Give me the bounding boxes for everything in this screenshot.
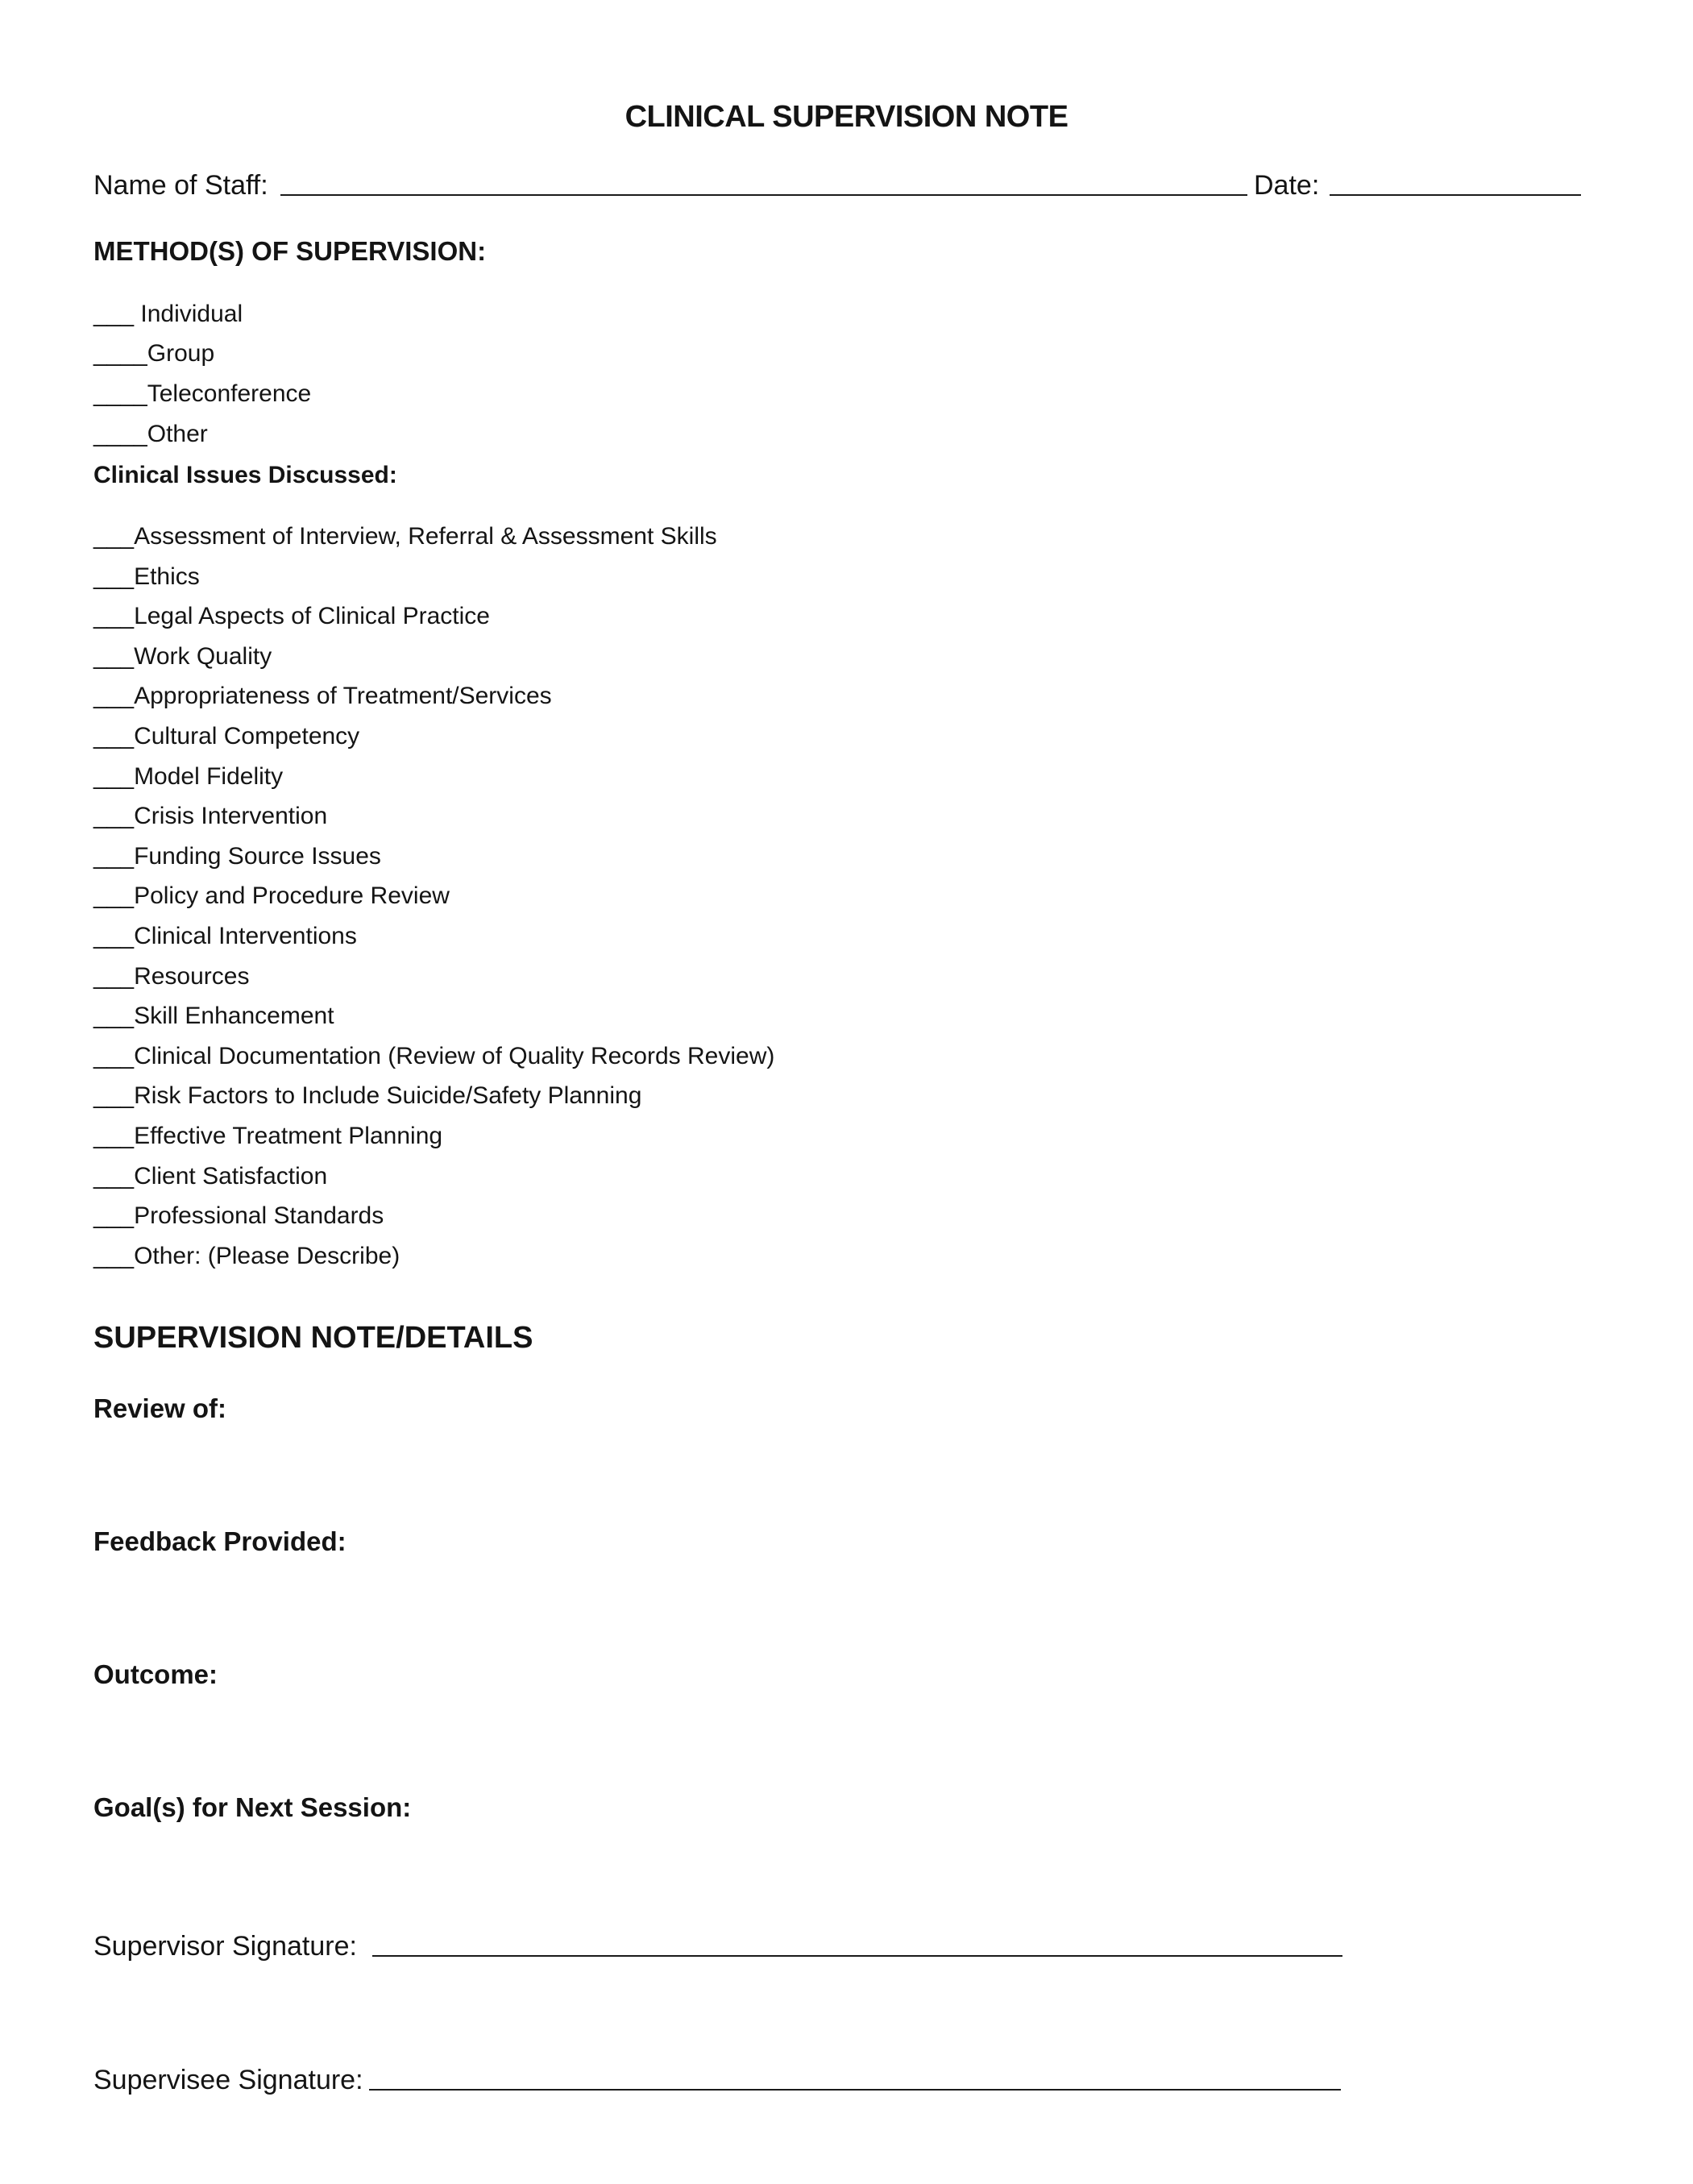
issue-item[interactable]	[93, 962, 249, 991]
issue-item[interactable]	[93, 1042, 774, 1071]
supervisor-signature-label: Supervisor Signature:	[93, 1931, 357, 1962]
issue-item[interactable]	[93, 1002, 334, 1031]
issue-label: Work Quality	[134, 643, 272, 670]
checkbox-blank[interactable]: ___	[93, 803, 135, 829]
issue-label: Risk Factors to Include Suicide/Safety Planning	[134, 1082, 642, 1109]
issue-item[interactable]	[93, 1122, 442, 1151]
issue-label: Other: (Please Describe)	[134, 1243, 400, 1269]
method-item-other[interactable]	[93, 420, 208, 449]
checkbox-blank[interactable]: ___	[93, 763, 135, 790]
checkbox-blank[interactable]: ___	[93, 723, 135, 749]
methods-heading: METHOD(S) OF SUPERVISION:	[93, 236, 487, 266]
checkbox-blank[interactable]: ___	[93, 1123, 135, 1149]
issue-item[interactable]	[93, 1082, 641, 1111]
issue-item[interactable]	[93, 642, 272, 671]
checkbox-blank[interactable]: ____	[93, 421, 147, 447]
checkbox-blank[interactable]: ___	[93, 523, 135, 550]
supervisor-signature-field[interactable]	[372, 1955, 1342, 1957]
supervisee-signature-field[interactable]	[369, 2089, 1341, 2091]
date-field[interactable]	[1330, 194, 1581, 196]
checkbox-blank[interactable]: ___	[93, 301, 141, 327]
method-label: Teleconference	[147, 380, 312, 407]
issue-item[interactable]	[93, 1202, 384, 1231]
checkbox-blank[interactable]: ___	[93, 643, 135, 670]
checkbox-blank[interactable]: ___	[93, 1243, 135, 1269]
method-item-group[interactable]	[93, 339, 214, 368]
review-of-label: Review of:	[93, 1393, 227, 1423]
checkbox-blank[interactable]: ____	[93, 380, 147, 407]
issue-label: Client Satisfaction	[134, 1163, 328, 1190]
method-label: Other	[147, 421, 208, 447]
method-label: Individual	[140, 301, 243, 327]
issue-label: Crisis Intervention	[134, 803, 328, 829]
issue-label: Clinical Documentation (Review of Quality Records Review)	[134, 1043, 775, 1069]
page-title: CLINICAL SUPERVISION NOTE	[625, 100, 1068, 134]
date-label: Date:	[1254, 170, 1320, 201]
goals-label: Goal(s) for Next Session:	[93, 1792, 412, 1822]
staff-name-label: Name of Staff:	[93, 170, 268, 201]
issue-item[interactable]	[93, 762, 283, 791]
issue-label: Cultural Competency	[134, 723, 360, 749]
issue-item[interactable]	[93, 842, 381, 871]
checkbox-blank[interactable]: ___	[93, 1202, 135, 1229]
checkbox-blank[interactable]: ___	[93, 923, 135, 949]
checkbox-blank[interactable]: ___	[93, 683, 135, 709]
feedback-label: Feedback Provided:	[93, 1526, 346, 1556]
issue-label: Ethics	[134, 563, 200, 590]
issues-heading: Clinical Issues Discussed:	[93, 462, 397, 488]
issue-label: Legal Aspects of Clinical Practice	[134, 603, 490, 629]
issue-label: Funding Source Issues	[134, 843, 381, 870]
issue-item[interactable]	[93, 682, 552, 711]
staff-name-field[interactable]	[280, 194, 1247, 196]
issue-item[interactable]	[93, 602, 490, 631]
checkbox-blank[interactable]: ___	[93, 843, 135, 870]
issue-item[interactable]	[93, 1162, 327, 1191]
issue-label: Model Fidelity	[134, 763, 284, 790]
issue-item[interactable]	[93, 1242, 400, 1271]
issue-item[interactable]	[93, 522, 717, 551]
issue-item[interactable]	[93, 802, 327, 831]
issue-label: Appropriateness of Treatment/Services	[134, 683, 552, 709]
issue-label: Clinical Interventions	[134, 923, 357, 949]
checkbox-blank[interactable]: ___	[93, 1163, 135, 1190]
details-heading: SUPERVISION NOTE/DETAILS	[93, 1321, 533, 1355]
issue-item[interactable]	[93, 722, 359, 751]
issue-label: Assessment of Interview, Referral & Assessment Skills	[134, 523, 717, 550]
supervisee-signature-label: Supervisee Signature:	[93, 2065, 363, 2095]
issue-label: Policy and Procedure Review	[134, 882, 450, 909]
checkbox-blank[interactable]: ___	[93, 1082, 135, 1109]
checkbox-blank[interactable]: ___	[93, 563, 135, 590]
checkbox-blank[interactable]: ____	[93, 340, 147, 367]
checkbox-blank[interactable]: ___	[93, 882, 135, 909]
issue-label: Skill Enhancement	[134, 1003, 334, 1029]
checkbox-blank[interactable]: ___	[93, 603, 135, 629]
checkbox-blank[interactable]: ___	[93, 1003, 135, 1029]
method-item-teleconference[interactable]	[93, 380, 311, 409]
issue-item[interactable]	[93, 563, 200, 592]
issue-item[interactable]	[93, 922, 357, 951]
issue-item[interactable]	[93, 882, 450, 911]
issue-label: Effective Treatment Planning	[134, 1123, 443, 1149]
issue-label: Resources	[134, 963, 250, 990]
outcome-label: Outcome:	[93, 1659, 218, 1689]
issue-label: Professional Standards	[134, 1202, 384, 1229]
checkbox-blank[interactable]: ___	[93, 1043, 135, 1069]
method-label: Group	[147, 340, 215, 367]
method-item-individual[interactable]	[93, 300, 243, 329]
checkbox-blank[interactable]: ___	[93, 963, 135, 990]
